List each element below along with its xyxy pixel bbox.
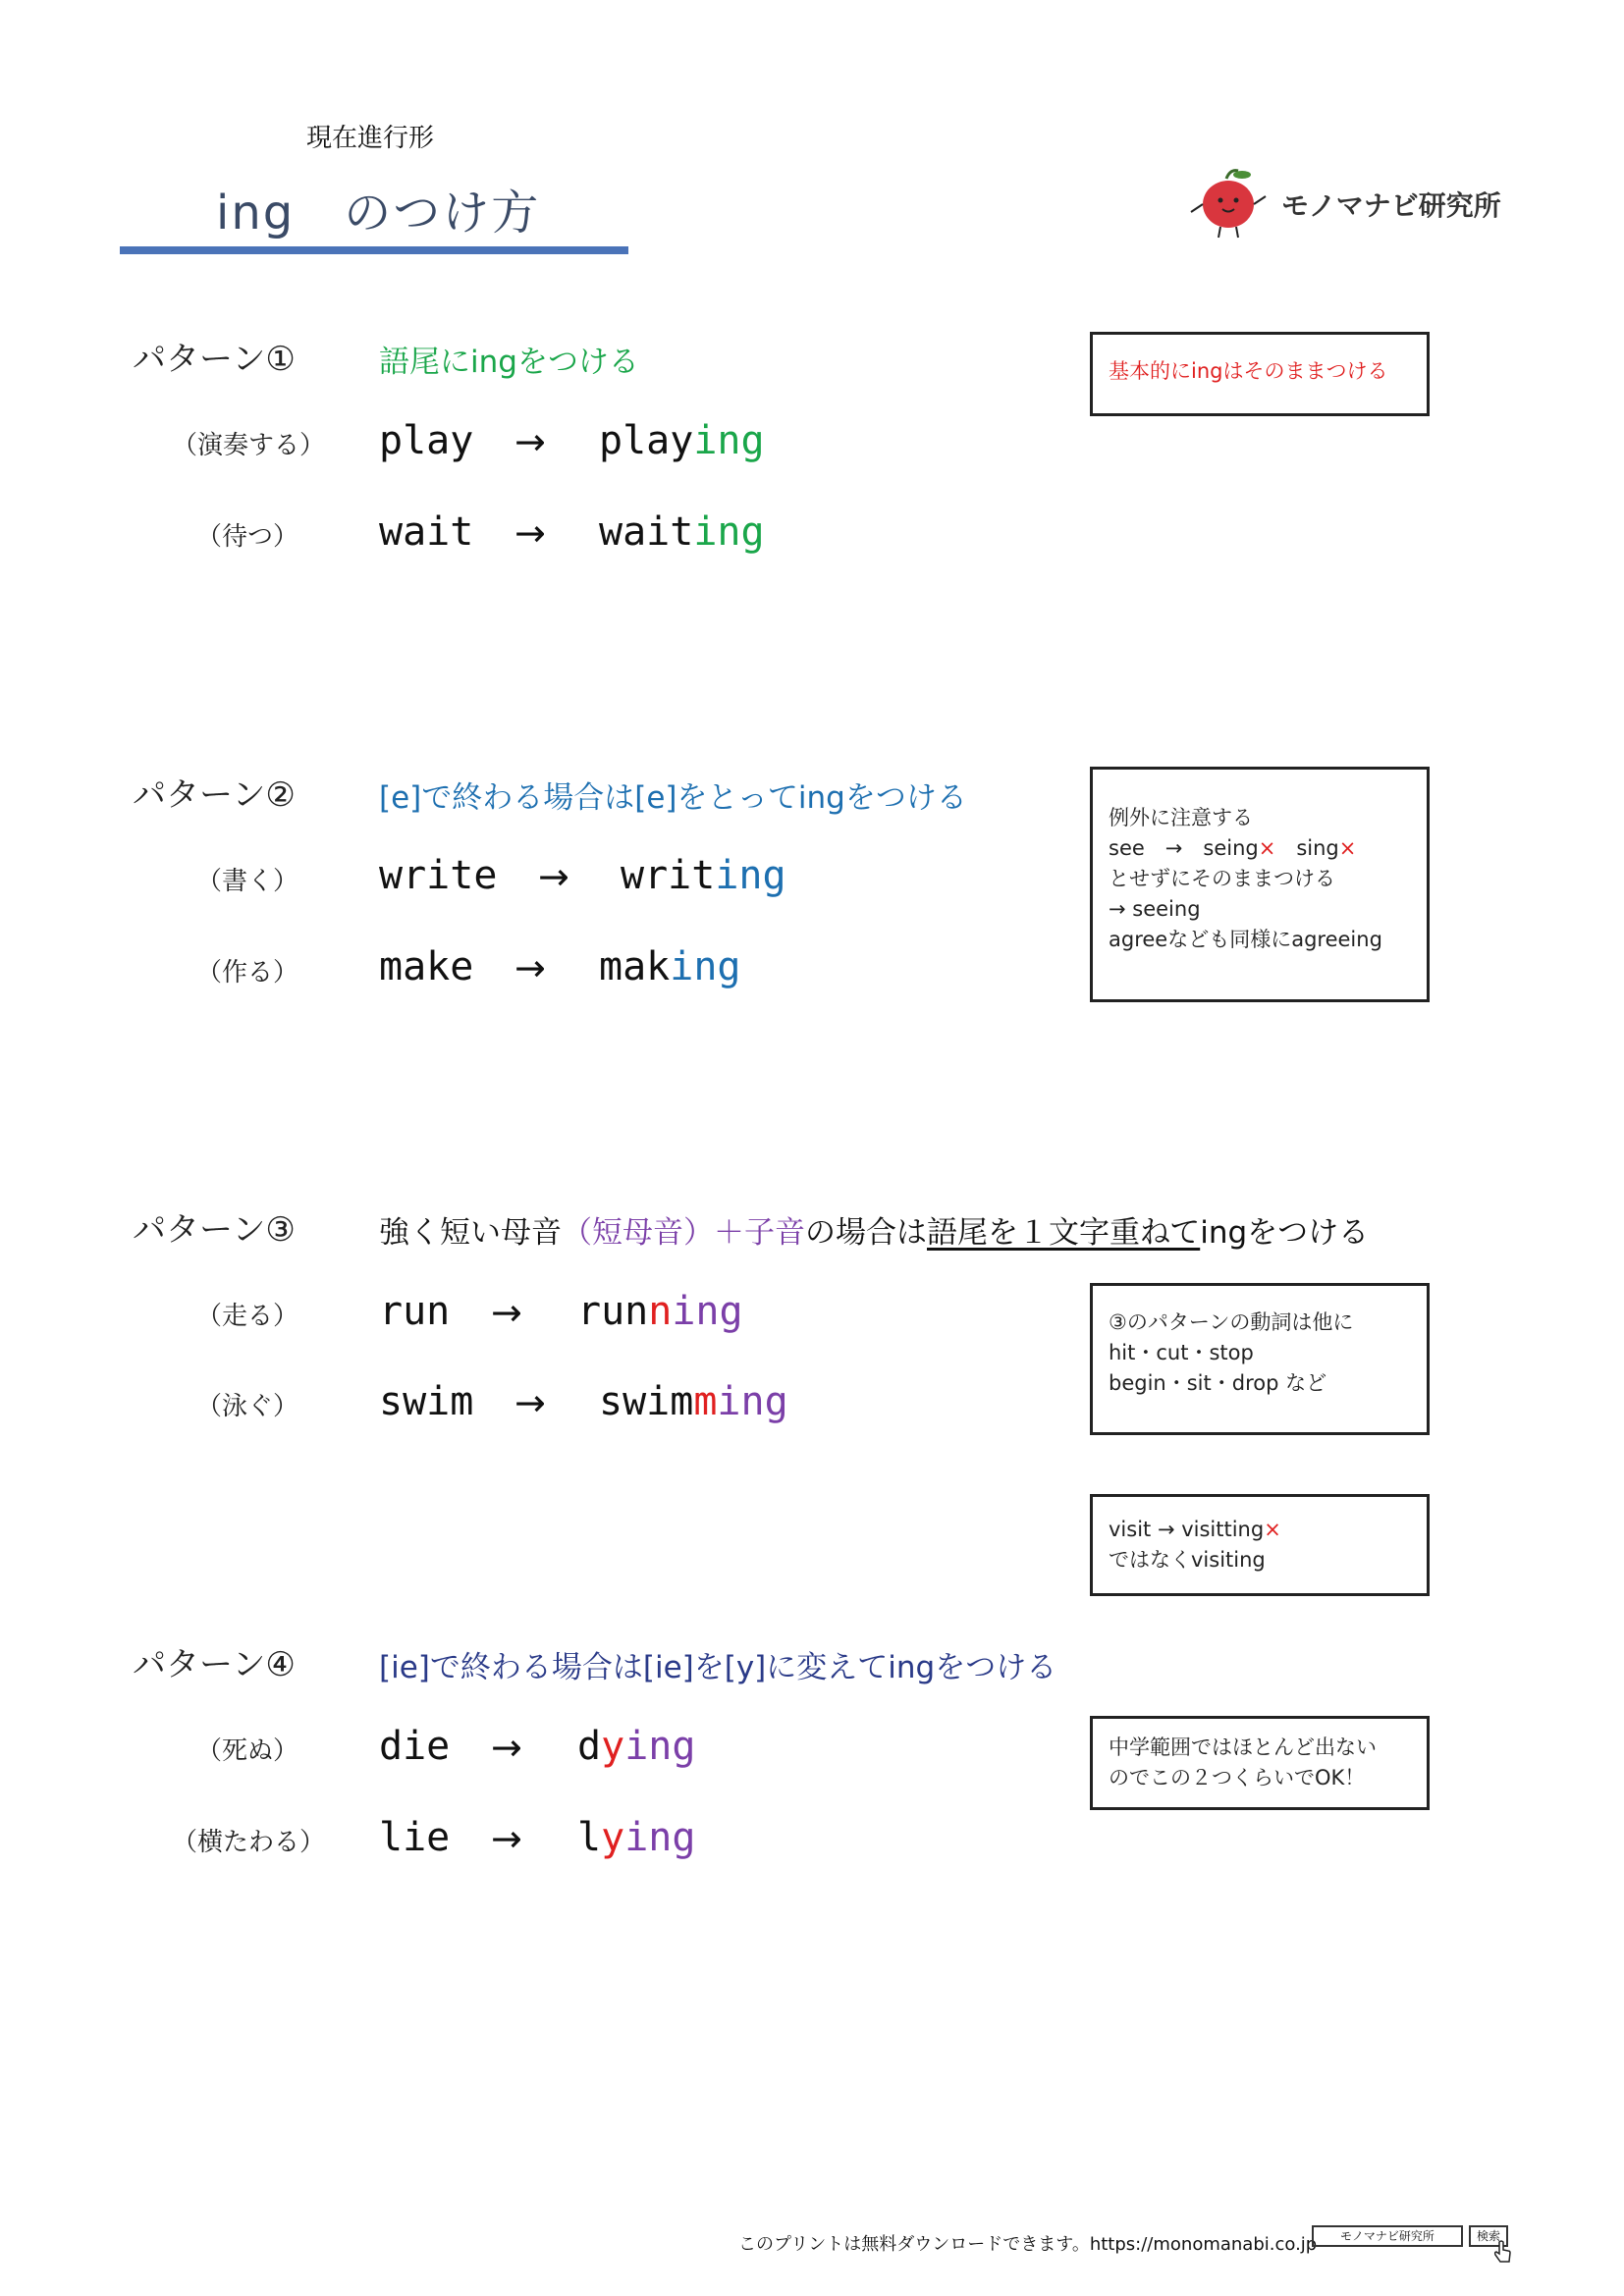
pattern-3-rule: 強く短い母音（短母音）＋子音の場合は語尾を１文字重ねてingをつける — [379, 1215, 1370, 1251]
note-box: 基本的にingはそのままつける — [1090, 332, 1430, 416]
cross-icon: × — [1258, 836, 1276, 860]
apple-mascot-icon — [1183, 165, 1281, 243]
pattern-1-label: パターン① — [133, 340, 296, 379]
pattern-3-label: パターン③ — [133, 1210, 296, 1250]
title-underline — [120, 246, 628, 254]
base-verb: wait — [379, 509, 474, 555]
pattern-4-label: パターン④ — [133, 1645, 296, 1684]
base-verb: swim — [379, 1379, 474, 1424]
ing-form: swimming — [599, 1379, 788, 1424]
logo-text: モノマナビ研究所 — [1281, 189, 1501, 222]
arrow-icon: → — [514, 420, 546, 463]
pattern-4-rule: [ie]で終わる場合は[ie]を[y]に変えてingをつける — [379, 1650, 1057, 1685]
note-box: 中学範囲ではほとんど出ない のでこの２つくらいでOK！ — [1090, 1716, 1430, 1810]
pattern-1-rule: 語尾にingをつける — [379, 345, 639, 380]
note-box: 例外に注意する see → seing× sing× とせずにそのままつける → seeing agreeなども同様にagreeing — [1090, 767, 1430, 1002]
example-meaning: （待つ） — [196, 522, 299, 552]
base-verb: lie — [379, 1815, 451, 1860]
ing-form: waiting — [599, 509, 765, 555]
example-meaning: （書く） — [196, 867, 299, 896]
search-box[interactable]: モノマナビ研究所 — [1312, 2225, 1463, 2247]
search-button[interactable]: 検索 — [1469, 2225, 1508, 2247]
arrow-icon: → — [514, 946, 546, 989]
pattern-2-rule: [e]で終わる場合は[e]をとってingをつける — [379, 780, 967, 816]
base-verb: write — [379, 853, 498, 898]
ing-form: playing — [599, 418, 765, 463]
base-verb: play — [379, 418, 474, 463]
base-verb: make — [379, 944, 474, 989]
arrow-icon: → — [491, 1726, 522, 1769]
ing-form: writing — [621, 853, 786, 898]
pointer-hand-icon — [1492, 2240, 1514, 2266]
arrow-icon: → — [514, 511, 546, 555]
ing-form: dying — [577, 1724, 696, 1769]
example-meaning: （横たわる） — [172, 1828, 326, 1857]
cross-icon: × — [1264, 1518, 1281, 1541]
example-meaning: （死ぬ） — [196, 1736, 299, 1766]
arrow-icon: → — [491, 1291, 522, 1334]
subtitle: 現在進行形 — [306, 124, 435, 153]
example-meaning: （演奏する） — [172, 431, 326, 460]
note-box: visit → visitting× ではなくvisiting — [1090, 1494, 1430, 1596]
arrow-icon: → — [538, 855, 569, 898]
note-box: ③のパターンの動詞は他に hit・cut・stop begin・sit・drop など — [1090, 1283, 1430, 1435]
arrow-icon: → — [491, 1817, 522, 1860]
footer-text: このプリントは無料ダウンロードできます。https://monomanabi.co.jp — [738, 2234, 1318, 2255]
page-title: ing のつけ方 — [216, 186, 541, 240]
example-meaning: （泳ぐ） — [196, 1392, 299, 1421]
ing-form: making — [599, 944, 741, 989]
ing-form: running — [577, 1289, 743, 1334]
example-meaning: （作る） — [196, 958, 299, 988]
ing-form: lying — [577, 1815, 696, 1860]
base-verb: run — [379, 1289, 451, 1334]
pattern-2-label: パターン② — [133, 775, 296, 815]
logo — [1183, 165, 1507, 243]
base-verb: die — [379, 1724, 451, 1769]
example-meaning: （走る） — [196, 1302, 299, 1331]
arrow-icon: → — [514, 1381, 546, 1424]
cross-icon: × — [1338, 836, 1357, 860]
